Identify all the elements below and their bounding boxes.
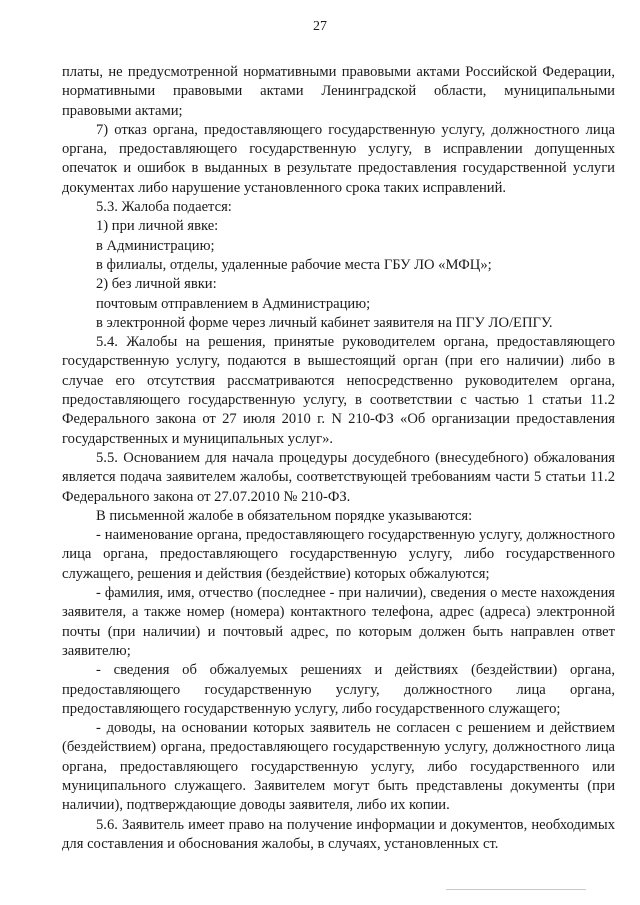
paragraph-5-5: 5.5. Основанием для начала процедуры досудебного (внесудебного) обжалования является подача заявителем жалобы, соответствующей требованиям части 5 статьи 11.2 Федерального закона от 27.07.2010 № 210-ФЗ. bbox=[62, 449, 615, 505]
paragraph-mfc-branches: в филиалы, отделы, удаленные рабочие места ГБУ ЛО «МФЦ»; bbox=[96, 256, 492, 273]
paragraph-bullet-applicant: - фамилия, имя, отчество (последнее - при наличии), сведения о месте нахождения заявителя, а также номер (номера) контактного телефона, адрес (адреса) электронной почты (при наличии) и почтовый адрес, по которым должен быть направлен ответ заявителю; bbox=[62, 585, 615, 659]
paragraph-remote: 2) без личной явки: bbox=[96, 276, 217, 293]
paragraph-written-complaint: В письменной жалобе в обязательном порядке указываются: bbox=[96, 507, 473, 524]
paragraph-item-7: 7) отказ органа, предоставляющего государственную услугу, должностного лица органа, предоставляющего государственную услугу, в исправлении допущенных опечаток и ошибок в выданных в результате предоставления государственной услуги документах либо нарушение установленного срока таких исправлений. bbox=[62, 121, 615, 196]
paragraph-5-4: 5.4. Жалобы на решения, принятые руководителем органа, предоставляющего государственную услугу, подаются в вышестоящий орган (при его наличии) либо в случае его отсутствия рассматриваются непосредственно руководителем органа, предоставляющего государственную услугу, в соответствии с частью 1 статьи 11.2 Федерального закона от 27 июля 2010 г. N 210-ФЗ «Об организации предоставления государственных и муниципальных услуг». bbox=[62, 334, 615, 447]
paragraph-continuation: платы, не предусмотренной нормативными правовыми актами Российской Федерации, нормативными правовыми актами Ленинградской области, муниципальными правовыми актами; bbox=[62, 64, 615, 119]
paragraph-administration: в Администрацию; bbox=[96, 237, 215, 254]
document-body bbox=[62, 63, 615, 854]
paragraph-5-3: 5.3. Жалоба подается: bbox=[96, 199, 232, 216]
paragraph-bullet-name: - наименование органа, предоставляющего государственную услугу, должностного лица органа, предоставляющего государственную услугу, либо государственного служащего, решения и действия (бездействие) которых обжалуются; bbox=[62, 527, 615, 582]
paragraph-bullet-arguments: - доводы, на основании которых заявитель не согласен с решением и действием (бездействием) органа, предоставляющего государственную услугу, должностного лица органа, предоставляющего государственную услугу, либо государственного или муниципального служащего. Заявителем могут быть представлены документы (при наличии), подтверждающие доводы заявителя, либо их копии. bbox=[62, 720, 615, 814]
scan-artifact-line bbox=[446, 889, 586, 890]
paragraph-bullet-decisions: - сведения об обжалуемых решениях и действиях (бездействии) органа, предоставляющего государственную услугу, должностного лица органа, предоставляющего государственную услугу, либо государственного служащего; bbox=[62, 662, 615, 717]
paragraph-postal: почтовым отправлением в Администрацию; bbox=[96, 295, 371, 312]
paragraph-in-person: 1) при личной явке: bbox=[96, 218, 219, 235]
page-number: 27 bbox=[313, 19, 327, 34]
paragraph-electronic: в электронной форме через личный кабинет заявителя на ПГУ ЛО/ЕПГУ. bbox=[96, 314, 553, 331]
paragraph-5-6: 5.6. Заявитель имеет право на получение информации и документов, необходимых для составления и обоснования жалобы, в случаях, установленных ст. bbox=[62, 816, 615, 852]
